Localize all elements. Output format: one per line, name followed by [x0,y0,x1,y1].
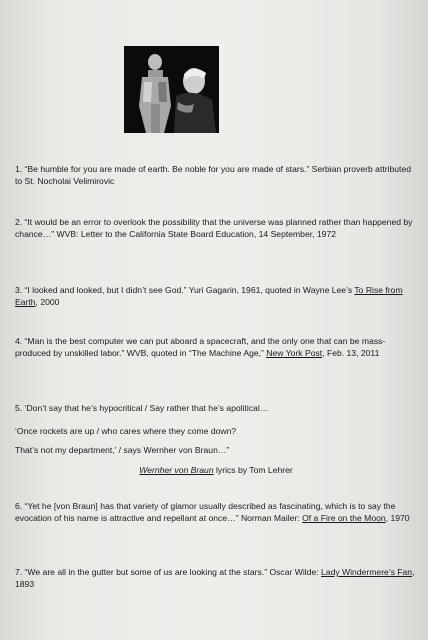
quote-4-tail: , Feb. 13, 2011 [322,348,380,359]
quote-5-line-3-text: That’s not my department,’ / says Wernher von Braun…” [15,445,230,455]
robot-and-man-photo [124,46,219,133]
quote-2-text: 2. “It would be an error to overlook the possibility that the universe was planned rather than happened by chance…” WVB: Letter to the California State Board Education, 14 September, 1972 [15,217,413,240]
quote-3-text: 3. “I looked and looked, but I didn’t see God.” Yuri Gagarin, 1961, quoted in Wayne Lee’s [15,285,355,295]
quote-1-text: 1. “Be humble for you are made of earth. Be noble for you are made of stars.” Serbian proverb attributed to St. Nocholai Velimirovic [15,164,412,187]
quote-3-tail: , 2000 [35,297,60,308]
quote-3 [15,284,417,309]
quote-7-title: Lady Windermere’s Fan [321,567,413,577]
quote-6-text: 6. “Yet he [von Braun] has that variety of glamor usually described as fascinating, which is to say the evocation of his name is attractive and repellant at once…” Norman Mailer: [15,501,396,524]
quote-5-song: Wernher von Braun [139,465,214,475]
quote-6-title: Of a Fire on the Moon [302,513,386,524]
quote-4-title: New York Post [266,348,323,359]
quote-6-tail: , 1970 [385,513,410,524]
quote-4 [15,335,417,360]
quote-5-credit [15,464,417,476]
quote-7 [15,566,417,591]
quote-4-text: 4. “Man is the best computer we can put aboard a spacecraft, and the only one that can be mass-produced by unskilled labor.” WVB, quoted in “The Machine Age,” [15,336,386,359]
quote-7-text: 7. “We are all in the gutter but some of us are looking at the stars.” Oscar Wilde: [15,567,322,577]
quote-5-line-3 [15,444,417,456]
quote-1 [15,163,417,188]
quote-7-tail: , 1893 [15,567,415,590]
quote-3-title: To Rise from Earth [15,285,403,308]
quote-5-line-1 [15,402,417,414]
quote-5-line-2 [15,425,417,437]
header-photo [124,46,219,133]
quote-5-credit-text: lyrics by Tom Lehrer [213,465,293,475]
quote-5-line-2-text: ‘Once rockets are up / who cares where they come down? [15,426,237,436]
quote-2 [15,216,417,241]
quote-6 [15,500,417,525]
quote-5-line-1-text: 5. ‘Don’t say that he’s hypocritical / Say rather that he’s apolitical… [15,403,269,413]
